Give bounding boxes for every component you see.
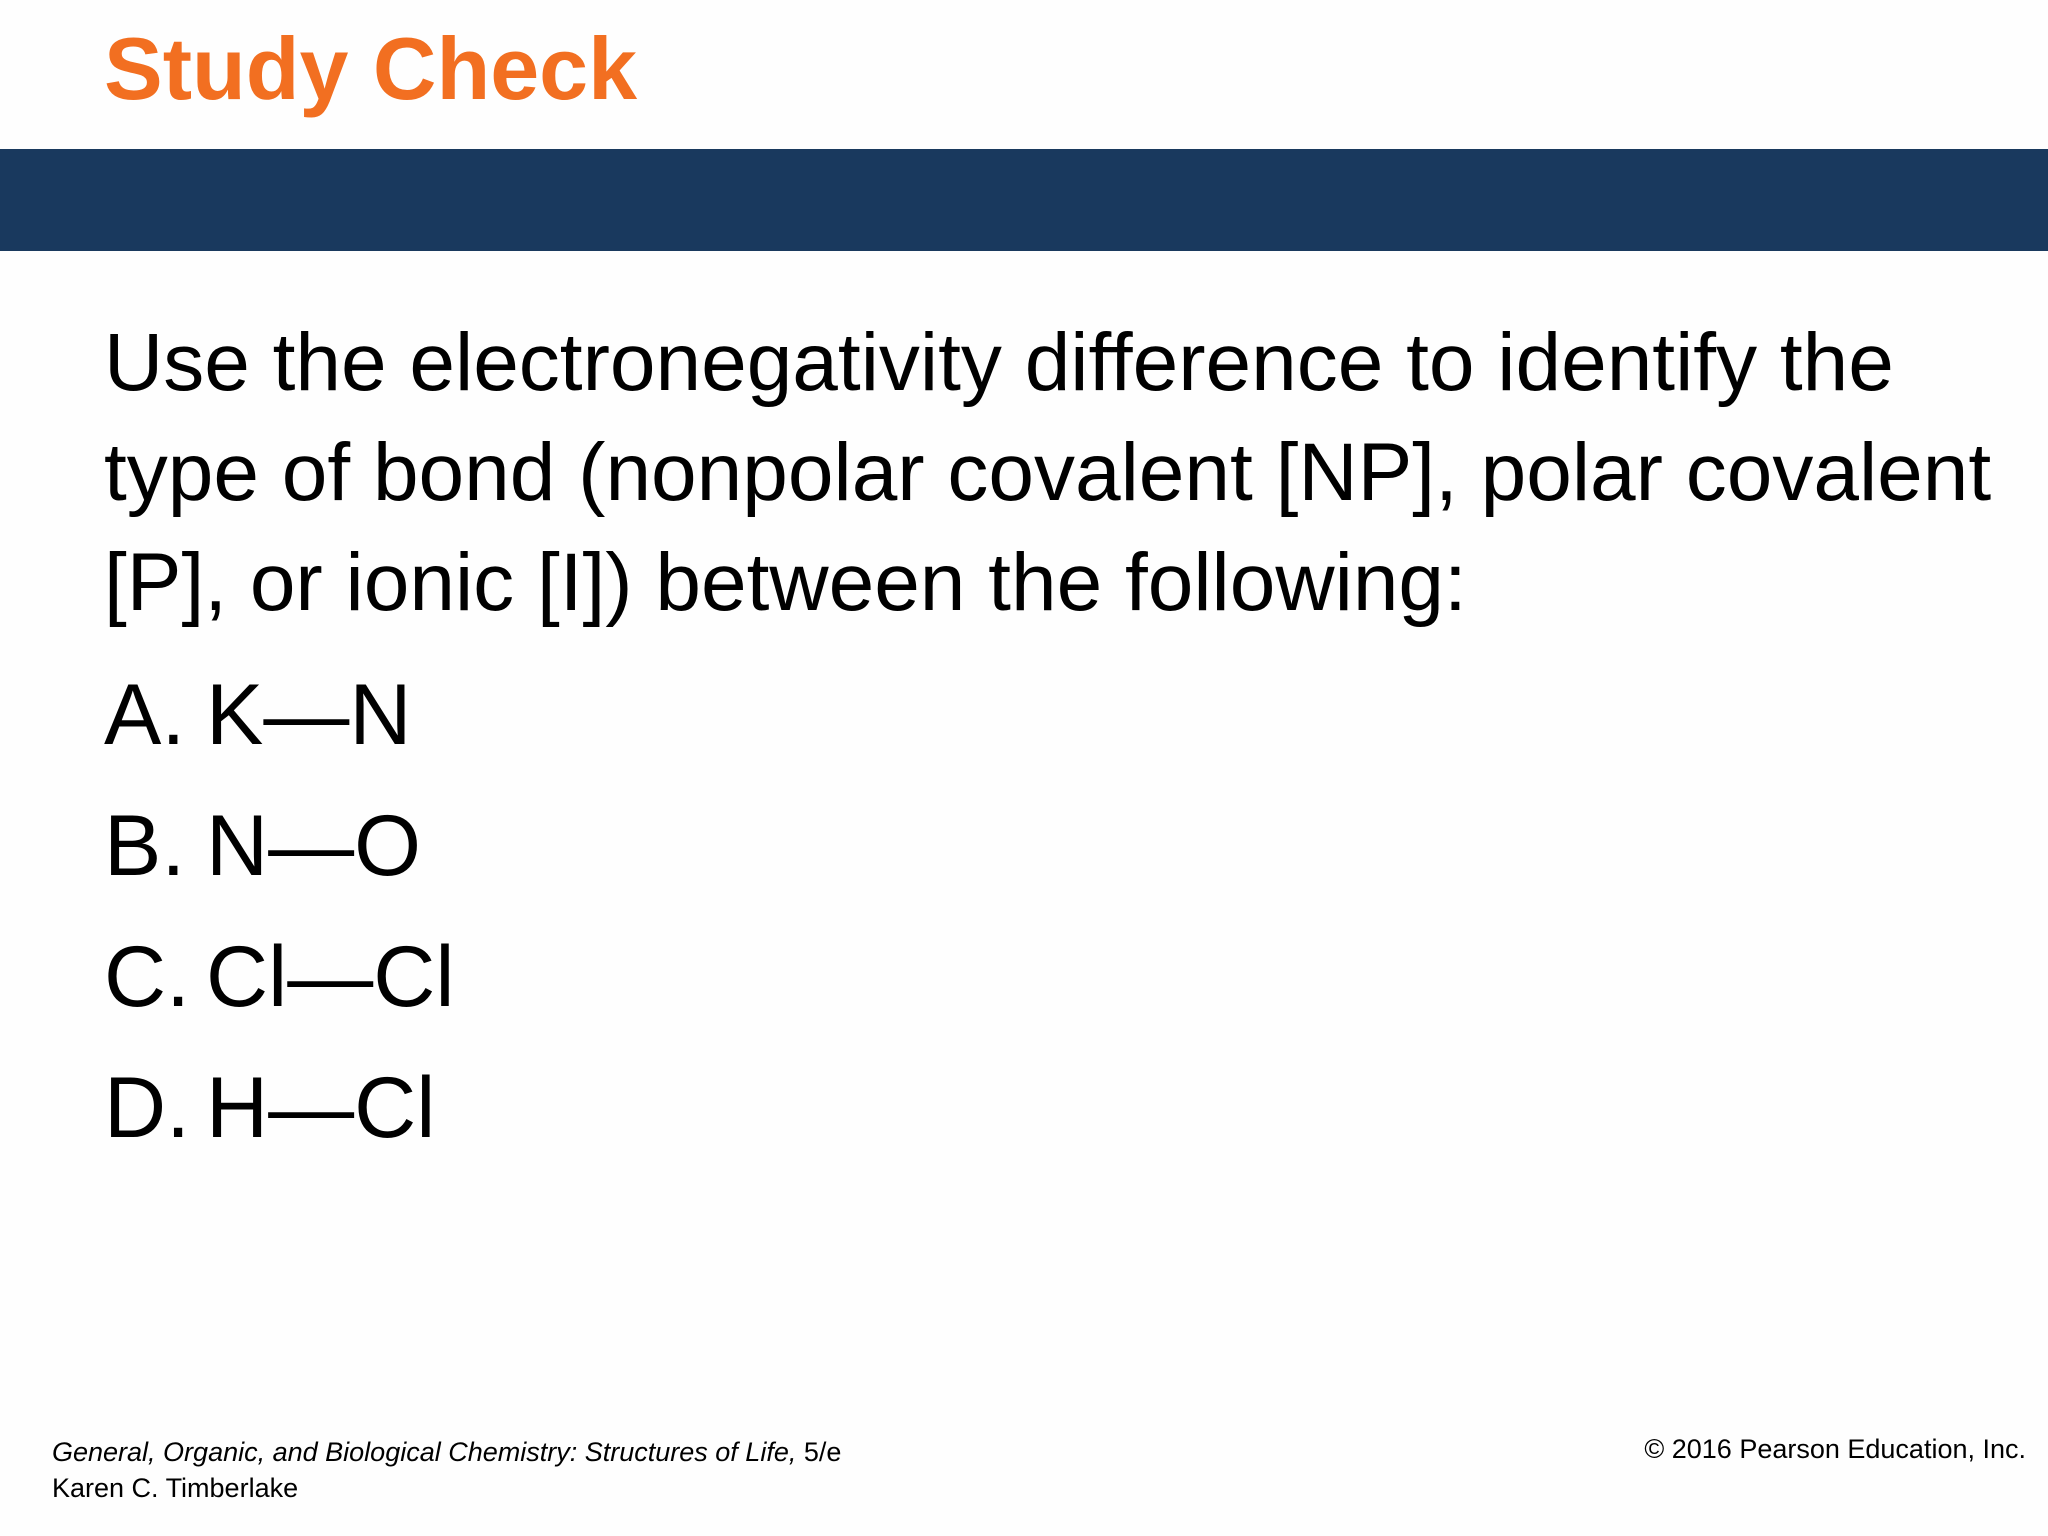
slide-title: Study Check — [104, 19, 638, 118]
footer-book-title: General, Organic, and Biological Chemistry: Structures of Life, — [52, 1437, 797, 1467]
footer-copyright: © 2016 Pearson Education, Inc. — [1644, 1434, 2026, 1464]
footer-book-line — [52, 1434, 841, 1470]
option-b — [104, 781, 454, 912]
title-band — [0, 149, 2048, 251]
question-text: Use the electronegativity difference to identify the type of bond (nonpolar covalent [NP], polar covalent [P], or ionic [I]) between the following: — [104, 317, 1992, 628]
option-letter: C. — [104, 929, 190, 1025]
option-letter: B. — [104, 798, 186, 894]
option-d — [104, 1043, 454, 1174]
option-bond: N—O — [206, 798, 421, 894]
option-c — [104, 912, 454, 1043]
option-bond: H—Cl — [206, 1060, 436, 1156]
option-a — [104, 650, 454, 781]
option-bond: Cl—Cl — [206, 929, 455, 1025]
footer-author: Karen C. Timberlake — [52, 1473, 299, 1503]
answer-options — [104, 650, 454, 1174]
footer-citation — [52, 1434, 841, 1506]
option-letter: D. — [104, 1060, 190, 1156]
option-bond: K—N — [206, 667, 412, 763]
footer-edition: 5/e — [796, 1437, 842, 1467]
option-letter: A. — [104, 667, 186, 763]
